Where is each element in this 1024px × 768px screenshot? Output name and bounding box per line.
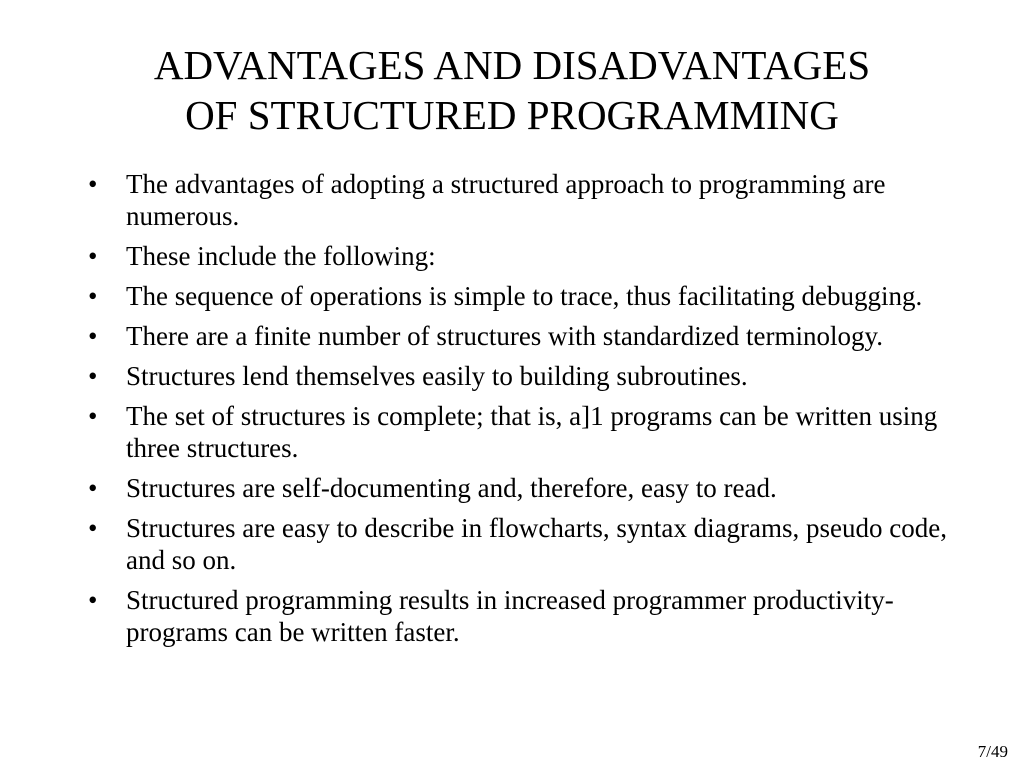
bullet-item <box>88 240 948 272</box>
bullet-item <box>88 320 948 352</box>
bullet-text: The set of structures is complete; that is, a]1 programs can be written using three structures. <box>126 401 938 463</box>
bullet-item <box>88 472 948 504</box>
bullet-icon: • <box>88 473 98 503</box>
bullet-text: Structures are easy to describe in flowcharts, syntax diagrams, pseudo code, and so on. <box>126 513 947 575</box>
bullet-text: Structured programming results in increased programmer productivity-programs can be written faster. <box>126 585 894 647</box>
bullet-item <box>88 584 948 648</box>
bullet-text: The advantages of adopting a structured approach to programming are numerous. <box>126 169 886 231</box>
slide-title <box>0 40 1024 140</box>
bullet-item <box>88 512 948 576</box>
bullet-text: Structures lend themselves easily to building subroutines. <box>126 361 748 391</box>
bullet-item <box>88 400 948 464</box>
bullet-icon: • <box>88 361 98 391</box>
page-number: 7/49 <box>977 742 1008 761</box>
bullet-icon: • <box>88 401 98 431</box>
bullet-item <box>88 360 948 392</box>
bullet-icon: • <box>88 585 98 615</box>
bullet-text: There are a finite number of structures with standardized terminology. <box>126 321 883 351</box>
slide-title-line-2: OF STRUCTURED PROGRAMMING <box>185 92 839 138</box>
bullet-icon: • <box>88 513 98 543</box>
bullet-item <box>88 168 948 232</box>
bullet-icon: • <box>88 321 98 351</box>
bullet-icon: • <box>88 281 98 311</box>
bullet-text: The sequence of operations is simple to trace, thus facilitating debugging. <box>126 281 923 311</box>
bullet-item <box>88 280 948 312</box>
bullet-icon: • <box>88 169 98 199</box>
slide-title-line-1: ADVANTAGES AND DISADVANTAGES <box>153 42 871 88</box>
bullet-icon: • <box>88 241 98 271</box>
bullet-list <box>88 168 948 656</box>
bullet-text: Structures are self-documenting and, therefore, easy to read. <box>126 473 777 503</box>
bullet-text: These include the following: <box>126 241 436 271</box>
